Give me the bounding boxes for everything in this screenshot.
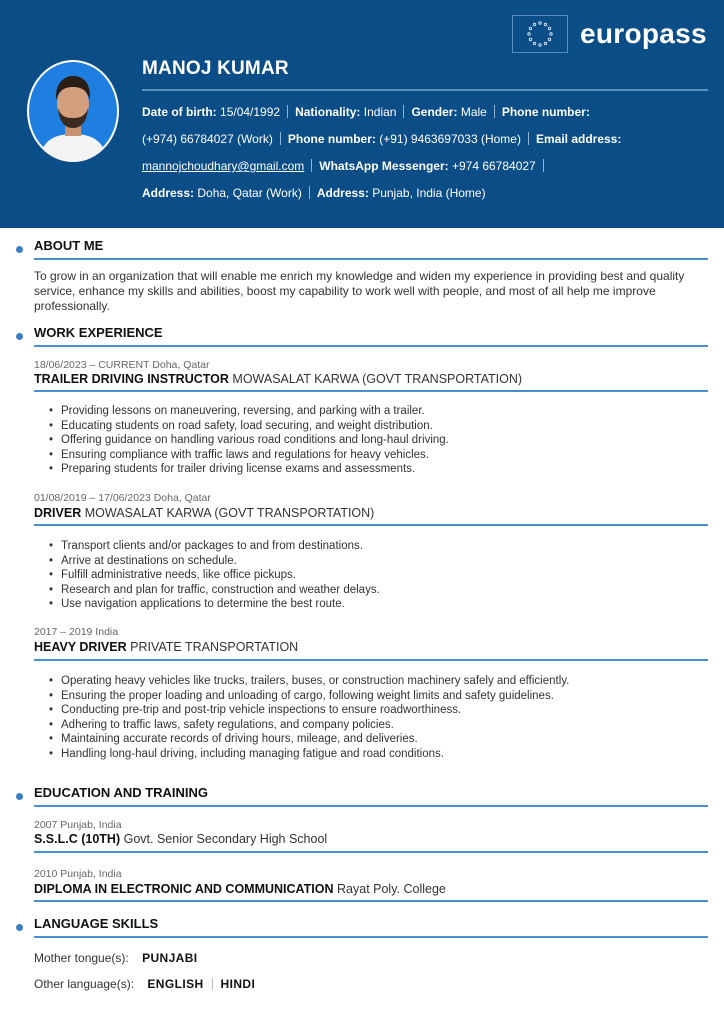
email-label: Email address: (535, 132, 622, 146)
job-meta: 18/06/2023 – CURRENT Doha, Qatar (34, 359, 210, 371)
job-title (34, 640, 298, 654)
separator (543, 159, 544, 172)
mother-tongue-value: PUNJABI (142, 951, 198, 965)
job-meta: 2017 – 2019 India (34, 626, 119, 638)
list-item: • Educating students on road safety, load securing, and weight distribution. (48, 419, 449, 434)
list-item: • Preparing students for trailer driving license exams and assessments. (48, 462, 449, 477)
phone-home-value: (+91) 9463697033 (Home) (379, 132, 521, 146)
separator (287, 105, 288, 118)
section-bullet-icon (16, 246, 23, 253)
phone-work-value: (+974) 66784027 (Work) (142, 132, 273, 146)
section-title: WORK EXPERIENCE (34, 325, 163, 340)
job-title (34, 506, 374, 520)
list-item: • Operating heavy vehicles like trucks, trailers, buses, or construction machinery safely and efficiently. (48, 674, 569, 689)
job-role: TRAILER DRIVING INSTRUCTOR (34, 372, 229, 386)
phone-label: Phone number: (287, 132, 376, 146)
separator (212, 978, 213, 990)
section-rule (34, 936, 708, 938)
language-hindi: HINDI (220, 977, 256, 991)
mother-tongue-row (34, 951, 198, 965)
list-item: • Ensuring compliance with traffic laws and regulations for heavy vehicles. (48, 448, 449, 463)
language-english: ENGLISH (147, 977, 204, 991)
header-divider (142, 89, 708, 91)
education-rule (34, 851, 708, 853)
list-item: • Conducting pre-trip and post-trip vehicle inspections to ensure roadworthiness. (48, 703, 569, 718)
list-item: • Research and plan for traffic, construction and weather delays. (48, 583, 380, 598)
section-title: ABOUT ME (34, 238, 104, 253)
list-item: • Offering guidance on handling various road conditions and long-haul driving. (48, 433, 449, 448)
education-meta: 2007 Punjab, India (34, 819, 122, 831)
mother-tongue-label: Mother tongue(s): (34, 951, 129, 965)
contact-details (142, 102, 712, 210)
list-item: • Ensuring the proper loading and unloading of cargo, following weight limits and safety guidelines. (48, 689, 569, 704)
job-employer: MOWASALAT KARWA (GOVT TRANSPORTATION) (84, 506, 375, 520)
contact-row (142, 102, 712, 129)
list-item: • Adhering to traffic laws, safety regulations, and company policies. (48, 718, 569, 733)
education-title (34, 832, 327, 846)
degree: DIPLOMA IN ELECTRONIC AND COMMUNICATION (34, 882, 334, 896)
address-label: Address: (142, 186, 195, 200)
nationality-value: Indian (363, 105, 397, 119)
separator (528, 132, 529, 145)
degree: S.S.L.C (10TH) (34, 832, 121, 846)
address-label: Address: (316, 186, 369, 200)
list-item: • Handling long-haul driving, including managing fatigue and road conditions. (48, 747, 569, 762)
job-employer: PRIVATE TRANSPORTATION (130, 640, 299, 654)
europass-logo-text: europass (580, 18, 707, 49)
separator (403, 105, 404, 118)
section-rule (34, 345, 708, 347)
list-item: • Maintaining accurate records of driving hours, mileage, and deliveries. (48, 732, 569, 747)
header-banner (0, 0, 724, 228)
job-employer: MOWASALAT KARWA (GOVT TRANSPORTATION) (232, 372, 523, 386)
other-languages-label: Other language(s): (34, 977, 135, 991)
gender-label: Gender: (411, 105, 458, 119)
address-home-value: Punjab, India (Home) (372, 186, 486, 200)
section-bullet-icon (16, 793, 23, 800)
job-bullets (48, 404, 449, 477)
whatsapp-value: +974 66784027 (451, 159, 536, 173)
list-item: • Fulfill administrative needs, like office pickups. (48, 568, 380, 583)
job-title (34, 372, 522, 386)
nationality-label: Nationality: (295, 105, 361, 119)
job-rule (34, 524, 708, 526)
section-title: LANGUAGE SKILLS (34, 916, 159, 931)
profile-photo (27, 60, 119, 162)
job-rule (34, 390, 708, 392)
email-link[interactable]: mannojchoudhary@gmail.com (142, 159, 305, 173)
gender-value: Male (460, 105, 487, 119)
education-meta: 2010 Punjab, India (34, 868, 122, 880)
list-item: • Use navigation applications to determine the best route. (48, 597, 380, 612)
whatsapp-label: WhatsApp Messenger: (319, 159, 449, 173)
phone-label: Phone number: (501, 105, 590, 119)
school: Govt. Senior Secondary High School (123, 832, 328, 846)
contact-row (142, 156, 712, 183)
eu-stars-icon (512, 15, 568, 53)
about-text: To grow in an organization that will enable me enrich my knowledge and widen my experience in providing best and quality service, enhance my skills and abilities, boost my capability to work well with people, and most of all help me improve professionally. (34, 269, 685, 313)
job-bullets (48, 674, 569, 762)
separator (309, 186, 310, 199)
job-role: HEAVY DRIVER (34, 640, 127, 654)
contact-row (142, 183, 712, 210)
contact-row (142, 129, 712, 156)
job-meta: 01/08/2019 – 17/06/2023 Doha, Qatar (34, 492, 211, 504)
separator (311, 159, 312, 172)
list-item: • Providing lessons on maneuvering, reversing, and parking with a trailer. (48, 404, 449, 419)
education-rule (34, 900, 708, 902)
job-bullets (48, 539, 380, 612)
other-languages-row (34, 977, 255, 991)
list-item: • Arrive at destinations on schedule. (48, 554, 380, 569)
section-title: EDUCATION AND TRAINING (34, 785, 209, 800)
school: Rayat Poly. College (337, 882, 446, 896)
dob-value: 15/04/1992 (220, 105, 281, 119)
candidate-name: MANOJ KUMAR (142, 58, 289, 79)
section-rule (34, 805, 708, 807)
section-bullet-icon (16, 924, 23, 931)
europass-logo (512, 14, 707, 54)
job-rule (34, 659, 708, 661)
dob-label: Date of birth: (142, 105, 217, 119)
address-work-value: Doha, Qatar (Work) (197, 186, 302, 200)
job-role: DRIVER (34, 506, 82, 520)
section-rule (34, 258, 708, 260)
section-bullet-icon (16, 333, 23, 340)
separator (280, 132, 281, 145)
education-title (34, 882, 446, 896)
separator (494, 105, 495, 118)
list-item: • Transport clients and/or packages to and from destinations. (48, 539, 380, 554)
